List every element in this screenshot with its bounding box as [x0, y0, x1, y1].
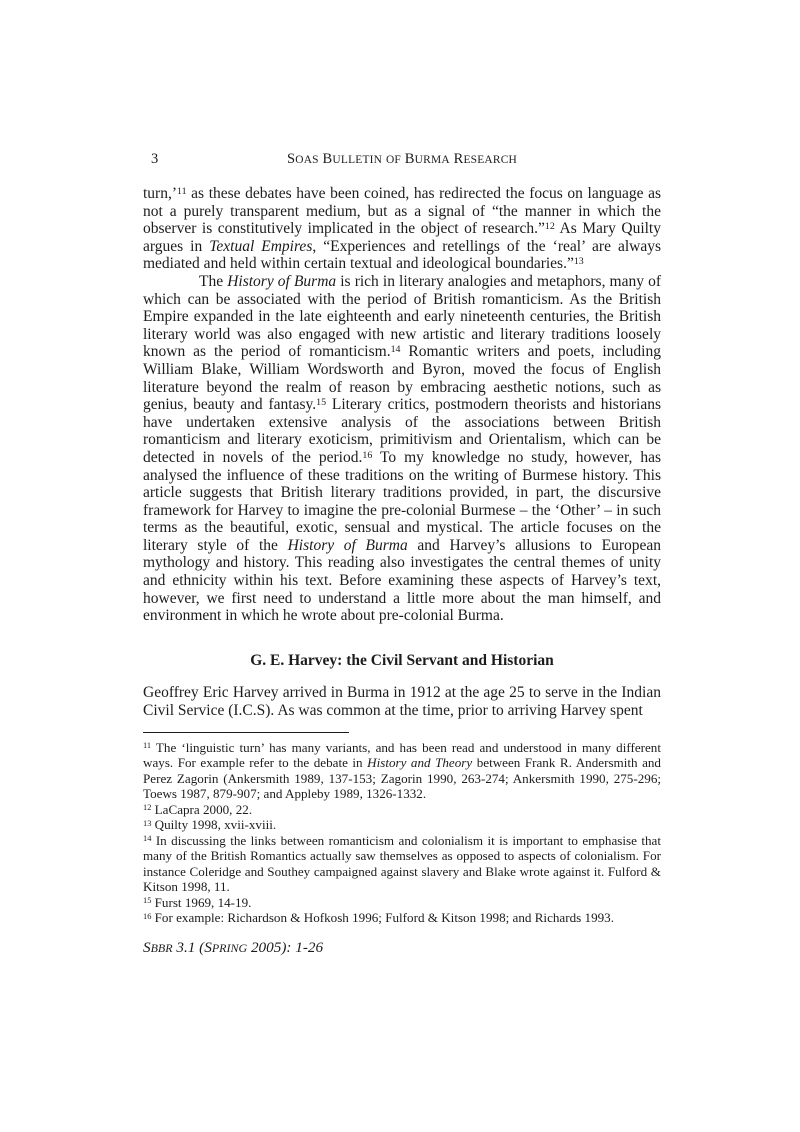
footnote-marker: 13 — [143, 818, 152, 828]
footnote-text: In discussing the links between romanticism and colonialism it is important to emphasise that many of the British Romantics actually saw themselves as opposed to aspects of colonialism. For instance Coleridge and Southey campaigned against slavery and Blake wrote against it. Fulford & Kitson 1998, 11. — [143, 832, 661, 895]
journal-title: SOAS BULLETIN OF BURMA RESEARCH — [286, 151, 518, 167]
body-paragraph-history-of-burma: The History of Burma is rich in literary analogies and metaphors, many of which can be associated with the period of British romanticism. As the British Empire expanded in the late eighteenth and early nineteenth centuries, the British literary world was also engaged with new artistic and literary traditions loosely known as the period of romanticism.$^{14}$ Romantic writers and poets, including William Blake, William Wordsworth and Byron, moved the focus of English literature beyond the realm of reason by embracing aesthetic notions, such as genius, beauty and fantasy.$^{15}$ Literary critics, postmodern theorists and historians have undertaken extensive analysis of the associations between British romanticism and literary exoticism, primitivism and Orientalism, which can be detected in novels of the period.$^{16}$ To my knowledge no study, however, has analysed the influence of these traditions on the writing of Burmese history. This article suggests that British literary traditions provided, in part, the discursive framework for Harvey to imagine the pre-colonial Burmese – the ‘Other’ – in such terms as the beautiful, exotic, sensual and mystical. The article focuses on the literary style of the History of Burma and Harvey’s allusions to European mythology and history. This reading also investigates the central themes of unity and ethnicity within his text. Before examining these aspects of Harvey’s text, however, we first need to understand a little more about the man himself, and environment in which he wrote about pre-colonial Burma. — [143, 272, 662, 625]
page-number: 3 — [151, 151, 159, 167]
footnote-marker: 12 — [143, 803, 152, 813]
footnote-13 — [143, 817, 661, 833]
footnote-marker: 15 — [143, 896, 152, 906]
footnote-15 — [143, 895, 661, 911]
section-heading: G. E. Harvey: the Civil Servant and Historian — [250, 651, 554, 669]
footnote-section — [143, 732, 661, 926]
footnote-marker: 11 — [143, 741, 152, 751]
body-text — [143, 185, 661, 720]
body-paragraph-harvey-bio: Geoffrey Eric Harvey arrived in Burma in 1912 at the age 25 to serve in the Indian Civil Service (I.C.S). As was common at the time, prior to arriving Harvey spent — [143, 684, 661, 720]
text-column — [143, 150, 661, 957]
body-paragraph-continuation: turn,’$^{11}$ as these debates have been coined, has redirected the focus on language as not a purely transparent medium, but as a signal of “the manner in which the observer is constitutively implicated in the object of research.”$^{12}$ As Mary Quilty argues in Textual Empires, “Experiences and retellings of the ‘real’ are always mediated and held within certain textual and ideological boundaries.”$^{13}$ — [143, 185, 662, 273]
footnote-text: Furst 1969, 14-19. — [151, 894, 252, 910]
footnote-marker: 16 — [143, 911, 152, 921]
footnote-marker: 14 — [143, 834, 152, 844]
footnote-11 — [143, 740, 661, 802]
running-header — [143, 150, 661, 168]
footnote-12 — [143, 802, 661, 818]
footnote-text: Quilty 1998, xvii-xviii. — [151, 817, 277, 833]
footnote-text: LaCapra 2000, 22. — [151, 801, 253, 817]
footer-citation: SBBR 3.1 (SPRING 2005): 1-26 — [143, 938, 324, 956]
footnote-text: The ‘linguistic turn’ has many variants, and has been read and understood in many different ways. For example refer to the debate in History and Theory between Frank R. Andersmith and Perez Zagorin (Ankersmith 1989, 137-153; Zagorin 1990, 263-274; Ankersmith 1990, 275-296; Toews 1987, 879-907; and Appleby 1989, 1326-1332. — [143, 739, 661, 802]
footnote-14 — [143, 833, 661, 895]
footnote-separator — [143, 732, 349, 733]
footnote-text: For example: Richardson & Hofkosh 1996; Fulford & Kitson 1998; and Richards 1993. — [151, 910, 614, 926]
footnote-16 — [143, 910, 661, 926]
